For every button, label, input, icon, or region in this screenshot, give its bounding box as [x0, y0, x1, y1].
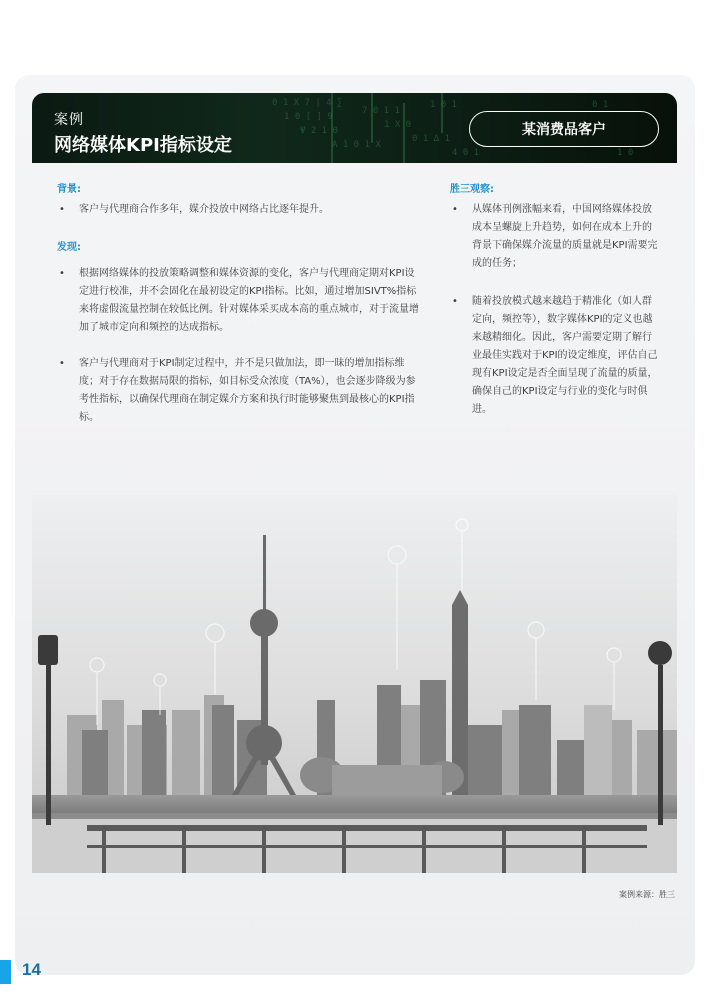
bullet-icon: • [452, 296, 458, 307]
svg-text:A 1 0 1 X: A 1 0 1 X [332, 140, 381, 150]
bullet-icon: • [59, 204, 65, 215]
findings-list [57, 265, 419, 441]
observation-heading: 胜三观察: [450, 184, 494, 195]
list-item [57, 201, 417, 219]
page-number: 14 [22, 960, 41, 979]
client-badge: 某消费品客户 [469, 111, 659, 147]
list-item-text: 从媒体刊例涨幅来看，中国网络媒体投放成本呈螺旋上升趋势，如何在成本上升的背景下确保媒介流量的质量就是KPI需要完成的任务； [472, 204, 658, 269]
background-heading: 背景: [57, 184, 81, 195]
svg-text:0 1 X 7 | 4 ∑: 0 1 X 7 | 4 ∑ [272, 98, 343, 108]
svg-text:7 0 1 1: 7 0 1 1 [362, 106, 400, 116]
bullet-icon: • [452, 204, 458, 215]
observation-list [450, 201, 658, 433]
city-skyline-image [32, 495, 677, 873]
list-item [450, 201, 658, 273]
list-item-text: 根据网络媒体的投放策略调整和媒体资源的变化，客户与代理商定期对KPI设定进行校准，并不会固化在最初设定的KPI指标。比如，通过增加SIVT%指标来将虚假流量控制在较低比例。针对媒体采买成本高的重点城市，对于流量增加了城市定向和频控的达成指标。 [79, 268, 419, 333]
case-kicker: 案例 [54, 112, 84, 128]
svg-text:1 0 1: 1 0 1 [430, 100, 458, 110]
case-source: 案例来源：胜三 [619, 890, 675, 899]
svg-text:1 0: 1 0 [617, 148, 634, 158]
svg-text:0 1: 0 1 [592, 100, 609, 110]
svg-text:0 1 ∆ 1: 0 1 ∆ 1 [412, 134, 450, 144]
list-item-text: 随着投放模式越来越趋于精准化（如人群定向，频控等），数字媒体KPI的定义也越来越精细化。因此，客户需要定期了解行业最佳实践对于KPI的设定维度，评估自己现有KPI设定是否全面呈现了流量的质量，确保自己的KPI设定与行业的变化与时俱进。 [472, 296, 658, 415]
list-item-text: 客户与代理商对于KPI制定过程中，并不是只做加法，即一昧的增加指标维度；对于存在数据局限的指标，如目标受众浓度（TA%），也会逐步降级为参考性指标，以确保代理商在制定媒介方案和执行时能够聚焦到最核心的KPI指标。 [79, 358, 416, 423]
list-item [57, 265, 419, 337]
svg-text:4 0 1: 4 0 1 [452, 148, 480, 158]
list-item [57, 355, 419, 427]
page-tab-marker [0, 960, 11, 984]
list-item [450, 293, 658, 419]
svg-text:1 0 [ ] 9: 1 0 [ ] 9 [284, 112, 333, 122]
findings-heading: 发现: [57, 242, 81, 253]
list-item-text: 客户与代理商合作多年，媒介投放中网络占比逐年提升。 [79, 204, 329, 215]
background-list [57, 201, 417, 233]
bullet-icon: • [59, 358, 65, 369]
case-title: 网络媒体KPI指标设定 [54, 135, 232, 156]
svg-text:1 X 0: 1 X 0 [384, 120, 412, 130]
bullet-icon: • [59, 268, 65, 279]
svg-text:Ψ 2 1 0: Ψ 2 1 0 [300, 126, 338, 136]
